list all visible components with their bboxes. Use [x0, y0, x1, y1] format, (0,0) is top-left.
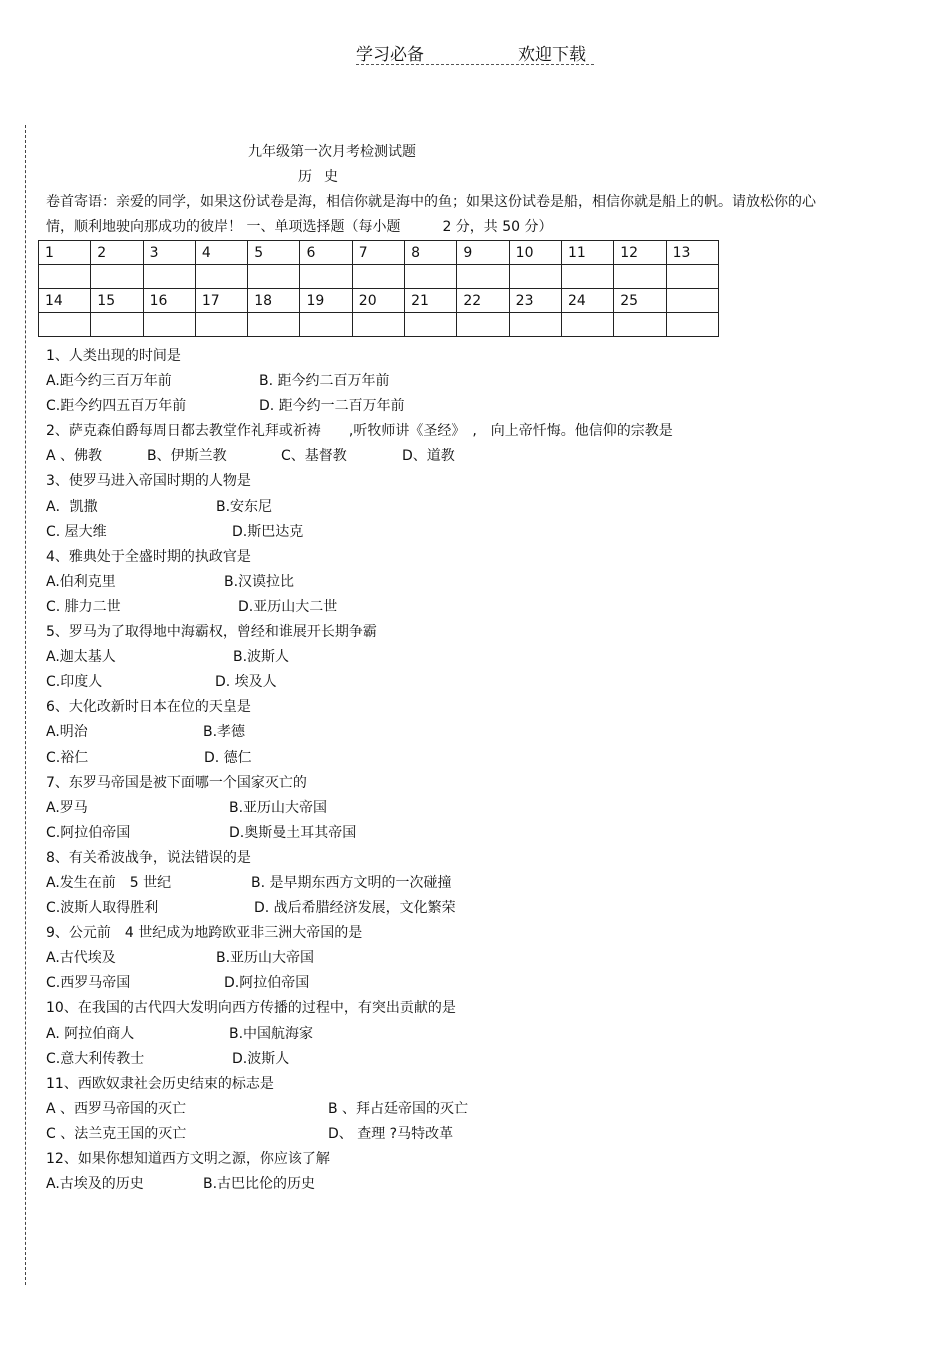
answer-option[interactable]: A.罗马: [46, 799, 88, 816]
answer-option[interactable]: C.波斯人取得胜利: [46, 900, 159, 917]
binding-cut-line: [25, 125, 26, 1285]
answer-option[interactable]: D. 埃及人: [215, 674, 277, 691]
answer-table: [38, 240, 719, 337]
answer-option[interactable]: B、伊斯兰教: [147, 448, 227, 465]
option-row: [46, 720, 906, 745]
intro-text: 卷首寄语：亲爱的同学，如果这份试卷是海，相信你就是海中的鱼；如果这份试卷是船，相信你就是船上的帆。请放松你的心情，顺利地驶向那成功的彼岸！ 一、单项选择题（每小题 2 分，共 50 分）: [46, 194, 816, 235]
header-right: 欢迎下载: [518, 45, 586, 65]
answer-blank-cell[interactable]: [143, 313, 195, 337]
answer-option[interactable]: C.阿拉伯帝国: [46, 824, 131, 841]
question-stem: 6、大化改新时日本在位的天皇是: [46, 699, 251, 716]
option-row: [46, 495, 906, 520]
answer-blank-row: [39, 265, 719, 289]
answer-option[interactable]: B 、拜占廷帝国的灭亡: [328, 1100, 469, 1117]
option-row: [46, 444, 906, 469]
answer-blank-cell[interactable]: [614, 265, 666, 289]
answer-number-cell: 22: [457, 289, 509, 313]
answer-number-cell: 3: [143, 241, 195, 265]
answer-blank-row: [39, 313, 719, 337]
answer-number-cell: 18: [248, 289, 300, 313]
subject-title: 历史: [298, 169, 350, 185]
answer-option[interactable]: A.距今约三百万年前: [46, 373, 172, 390]
header-left: 学习必备: [356, 45, 424, 65]
answer-number-cell: [666, 289, 718, 313]
question-stem: 3、使罗马进入帝国时期的人物是: [46, 473, 251, 490]
answer-number-cell: 5: [248, 241, 300, 265]
option-row: [46, 670, 906, 695]
answer-option[interactable]: B. 是早期东西方文明的一次碰撞: [251, 874, 452, 891]
question-list: [46, 344, 906, 1197]
answer-blank-cell[interactable]: [457, 313, 509, 337]
answer-number-cell: 17: [195, 289, 247, 313]
answer-option[interactable]: A 、西罗马帝国的灭亡: [46, 1100, 187, 1117]
question-stem: 5、罗马为了取得地中海霸权，曾经和谁展开长期争霸: [46, 624, 377, 641]
header-divider: [356, 64, 594, 65]
answer-blank-cell[interactable]: [39, 313, 91, 337]
answer-option[interactable]: B.亚历山大帝国: [216, 950, 315, 967]
question-stem: 7、东罗马帝国是被下面哪一个国家灭亡的: [46, 774, 307, 791]
answer-blank-cell[interactable]: [248, 313, 300, 337]
answer-option[interactable]: D.波斯人: [232, 1050, 290, 1067]
answer-option[interactable]: C.裕仁: [46, 749, 89, 766]
answer-blank-cell[interactable]: [666, 313, 718, 337]
answer-number-row: [39, 289, 719, 313]
answer-blank-cell[interactable]: [352, 313, 404, 337]
answer-blank-cell[interactable]: [300, 313, 352, 337]
answer-number-cell: 8: [405, 241, 457, 265]
answer-number-cell: 12: [614, 241, 666, 265]
question-stem: 2、萨克森伯爵每周日都去教堂作礼拜或祈祷 ,听牧师讲《圣经》 , 向上帝忏悔。他信仰的宗教是: [46, 423, 673, 440]
answer-blank-cell[interactable]: [509, 265, 561, 289]
option-row: [46, 1022, 906, 1047]
answer-option[interactable]: A.伯利克里: [46, 573, 116, 590]
answer-blank-cell[interactable]: [300, 265, 352, 289]
question-stem: 9、公元前 4 世纪成为地跨欧亚非三洲大帝国的是: [46, 925, 363, 942]
option-row: [46, 821, 906, 846]
question-stem: 11、西欧奴隶社会历史结束的标志是: [46, 1075, 274, 1092]
option-row: [46, 1172, 906, 1197]
answer-number-cell: 11: [561, 241, 613, 265]
question-stem: 1、人类出现的时间是: [46, 348, 181, 364]
answer-number-cell: 25: [614, 289, 666, 313]
answer-option[interactable]: D. 德仁: [204, 749, 252, 766]
answer-blank-cell[interactable]: [143, 265, 195, 289]
answer-option[interactable]: D.阿拉伯帝国: [224, 975, 310, 992]
option-row: [46, 871, 906, 896]
answer-blank-cell[interactable]: [666, 265, 718, 289]
answer-option[interactable]: C. 屋大维: [46, 523, 107, 540]
option-row: [46, 896, 906, 921]
option-row: [46, 645, 906, 670]
answer-blank-cell[interactable]: [614, 313, 666, 337]
answer-option[interactable]: B.中国航海家: [229, 1025, 314, 1042]
option-row: [46, 520, 906, 545]
answer-blank-cell[interactable]: [405, 313, 457, 337]
option-row: [46, 746, 906, 771]
answer-number-cell: 1: [39, 241, 91, 265]
answer-blank-cell[interactable]: [405, 265, 457, 289]
answer-option[interactable]: B.孝德: [203, 724, 246, 741]
option-row: [46, 796, 906, 821]
answer-option[interactable]: A.明治: [46, 724, 88, 741]
option-row: [46, 1047, 906, 1072]
answer-option[interactable]: C.意大利传教士: [46, 1050, 145, 1067]
answer-option[interactable]: B.古巴比伦的历史: [203, 1176, 316, 1193]
answer-number-cell: 2: [91, 241, 143, 265]
question-stem: 10、在我国的古代四大发明向西方传播的过程中，有突出贡献的是: [46, 1000, 456, 1017]
answer-number-row: [39, 241, 719, 265]
option-row: [46, 946, 906, 971]
answer-number-cell: 6: [300, 241, 352, 265]
answer-option[interactable]: A. 阿拉伯商人: [46, 1025, 135, 1042]
answer-blank-cell[interactable]: [248, 265, 300, 289]
answer-option[interactable]: B. 距今约二百万年前: [259, 373, 390, 390]
question-stem: 8、有关希波战争，说法错误的是: [46, 849, 251, 866]
answer-blank-cell[interactable]: [457, 265, 509, 289]
answer-number-cell: 10: [509, 241, 561, 265]
answer-number-cell: 19: [300, 289, 352, 313]
answer-option[interactable]: D、 查理 ?马特改革: [328, 1125, 454, 1142]
answer-option[interactable]: D、道教: [402, 448, 455, 465]
option-row: [46, 1122, 906, 1147]
option-row: [46, 1097, 906, 1122]
answer-number-cell: 24: [561, 289, 613, 313]
answer-option[interactable]: A.古埃及的历史: [46, 1176, 144, 1193]
answer-option[interactable]: A.古代埃及: [46, 950, 116, 967]
answer-option[interactable]: A．凯撒: [46, 498, 98, 515]
answer-option[interactable]: C 、法兰克王国的灭亡: [46, 1125, 187, 1142]
question-stem: 12、如果你想知道西方文明之源，你应该了解: [46, 1151, 330, 1167]
answer-option[interactable]: C.西罗马帝国: [46, 975, 131, 992]
answer-number-cell: 13: [666, 241, 718, 265]
answer-number-cell: 23: [509, 289, 561, 313]
answer-option[interactable]: D.斯巴达克: [232, 523, 304, 540]
answer-blank-cell[interactable]: [509, 313, 561, 337]
answer-option[interactable]: D. 距今约一二百万年前: [259, 398, 405, 415]
answer-number-cell: 9: [457, 241, 509, 265]
answer-blank-cell[interactable]: [195, 265, 247, 289]
exam-title: 九年级第一次月考检测试题: [248, 144, 416, 160]
answer-number-cell: 16: [143, 289, 195, 313]
answer-option[interactable]: B.波斯人: [233, 649, 290, 666]
answer-number-cell: 15: [91, 289, 143, 313]
answer-blank-cell[interactable]: [91, 265, 143, 289]
answer-option[interactable]: B.汉谟拉比: [224, 573, 295, 590]
option-row: [46, 971, 906, 996]
answer-option[interactable]: B.亚历山大帝国: [229, 799, 328, 816]
answer-blank-cell[interactable]: [91, 313, 143, 337]
answer-option[interactable]: D. 战后希腊经济发展，文化繁荣: [254, 900, 456, 917]
answer-number-cell: 20: [352, 289, 404, 313]
answer-option[interactable]: D.亚历山大二世: [238, 598, 338, 615]
answer-number-cell: 7: [352, 241, 404, 265]
answer-number-cell: 21: [405, 289, 457, 313]
question-stem: 4、雅典处于全盛时期的执政官是: [46, 548, 251, 565]
answer-option[interactable]: C.印度人: [46, 674, 103, 691]
answer-option[interactable]: C.距今约四五百万年前: [46, 398, 187, 415]
answer-option[interactable]: D.奥斯曼土耳其帝国: [229, 824, 357, 841]
answer-number-cell: 14: [39, 289, 91, 313]
answer-option[interactable]: A 、佛教: [46, 448, 103, 465]
answer-option[interactable]: C. 腓力二世: [46, 598, 121, 615]
option-row: [46, 570, 906, 595]
answer-blank-cell[interactable]: [195, 313, 247, 337]
answer-option[interactable]: B.安东尼: [216, 498, 273, 515]
answer-blank-cell[interactable]: [352, 265, 404, 289]
option-row: [46, 369, 906, 394]
option-row: [46, 595, 906, 620]
answer-blank-cell[interactable]: [39, 265, 91, 289]
answer-option[interactable]: A.迦太基人: [46, 649, 116, 666]
answer-option[interactable]: A.发生在前 5 世纪: [46, 874, 172, 891]
answer-number-cell: 4: [195, 241, 247, 265]
answer-blank-cell[interactable]: [561, 265, 613, 289]
answer-blank-cell[interactable]: [561, 313, 613, 337]
option-row: [46, 394, 906, 419]
answer-option[interactable]: C、基督教: [281, 448, 347, 465]
